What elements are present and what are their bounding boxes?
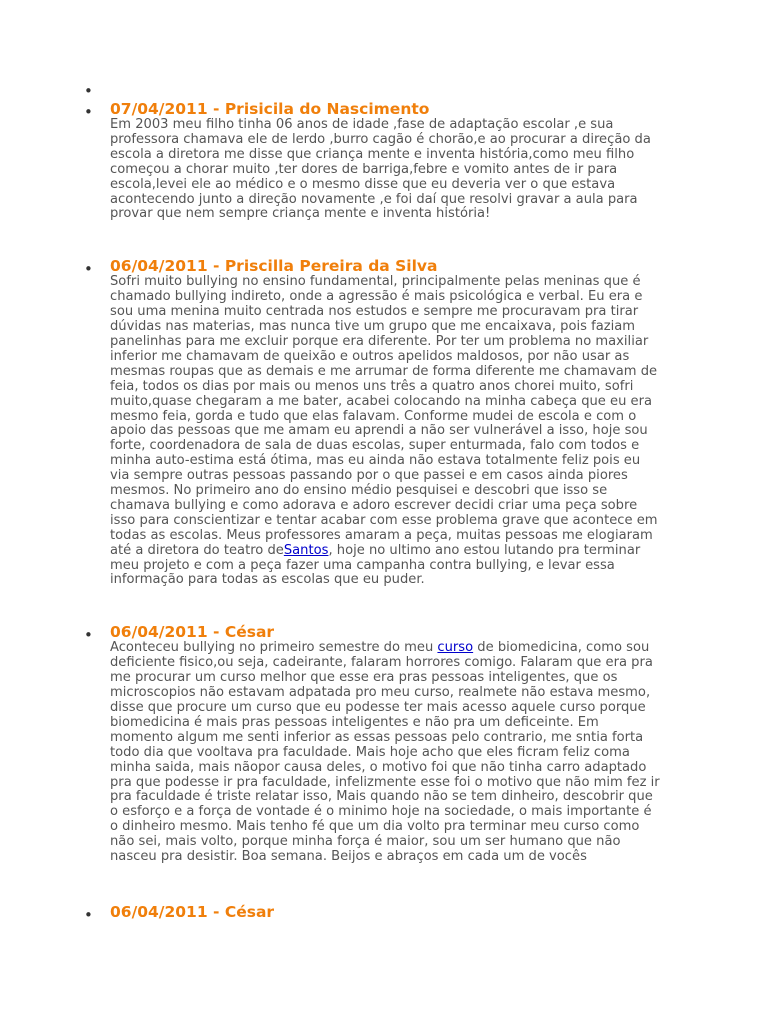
bullet-icon: • [84,905,93,924]
entry-body [110,275,660,588]
body-text: Sofri muito bullying no ensino fundamental, principalmente pelas meninas que é chamado bullying indireto, onde a agressão é mais psicológica e verbal. Eu era e sou uma menina muito centrada nos estudos e sempre me procuravam pra tirar dúvidas nas materias, mas nunca tive um grupo que me encaixava, pois faziam panelinhas para me excluir porque era diferente. Por ter um problema no maxiliar inferior me chamavam de queixão e outros apelidos maldosos, por não usar as mesmas roupas que as demais e me arrumar de forma diferente me chamavam de feia, todos os dias por mais ou menos uns três a quatro anos chorei muito, sofri muito,quase chegaram a me bater, acabei colocando na minha cabeça que eu era mesmo feia, gorda e tudo que elas falavam. Conforme mudei de escola e com o apoio das pessoas que me amam eu aprendi a não ser vulnerável a isso, hoje sou forte, coordenadora de sala de duas escolas, super enturmada, falo com todos e minha auto-estima está ótima, mas eu ainda não estava totalmente feliz pois eu via sempre outras pessoas passando por o que passei e em casos ainda piores mesmos. No primeiro ano do ensino médio pesquisei e descobri que isso se chamava bullying e como adorava e adoro escrever decidi criar uma peça sobre isso para conscientizar e tentar acabar com esse problema grave que acontece em todas as escolas. Meus professores amaram a peça, muitas pessoas me elogiaram até a diretora do teatro de [110,274,658,558]
bullet-icon: • [84,82,93,100]
entry-title: 06/04/2011 - César [110,902,275,921]
body-text: , hoje no ultimo ano estou lutando pra terminar meu projeto e com a peça fazer uma campanha contra bullying, e levar essa informação para todas as escolas que eu puder. [110,542,641,588]
body-text: de biomedicina, como sou deficiente fisico,ou seja, cadeirante, falaram horrores comigo. Falaram que era pra me procurar um curso melhor que esse era pras pessoas inteligentes, que os microscopios não estavam adpatada pro meu curso, realmete não estava mesmo, disse que procure um curso que eu podesse ter mais acesso aquele curso porque biomedicina é mais pras pessoas inteligentes e não pra um deficeinte. Em momento algum me senti inferior as essas pessoas pelo contrario, me sntia forta todo dia que vooltava pra faculdade. Mais hoje acho que eles ficram feliz coma minha saida, mais nãopor causa deles, o motivo foi que não tinha carro adaptado pra que podesse ir pra faculdade, infelizmente esse foi o motivo que não mim fez ir pra faculdade é triste relatar isso, Mais quando não se tem dinheiro, descobrir que o esforço e a força de vontade é o minimo hoje na sociedade, o mais importante é o dinheiro mesmo. Mais tenho fé que um dia volto pra terminar meu curso como não sei, mais volto, porque minha força é maior, sou um ser humano que não nasceu pra desistir. Boa semana. Beijos e abraços em cada um de vocês [110,640,660,865]
testimonial-entry [0,258,768,588]
bullet-icon: • [84,260,93,279]
bullet-icon: • [84,626,93,645]
entry-body [110,641,660,865]
spacer [0,222,768,257]
testimonial-list [0,80,768,924]
curso-link[interactable]: curso [437,640,474,656]
testimonial-entry [0,101,768,222]
bullet-icon: • [84,103,93,121]
spacer [0,588,768,623]
testimonial-entry [0,902,768,924]
entry-body: Em 2003 meu filho tinha 06 anos de idade ,fase de adaptação escolar ,e sua professora chamava ele de lerdo ,burro cagão é chorão,e ao procurar a direção da escola a diretora me disse que criança mente e inventa história,como meu filho começou a chorar muito ,ter dores de barriga,febre e vomito antes de ir para escola,levei ele ao médico e o mesmo disse que eu deveria ver o que estava acontecendo junto a direção novamente ,e foi daí que resolvi gravar a aula para provar que nem sempre criança mente e inventa história! [110,117,651,222]
empty-list-item [0,80,768,100]
spacer [0,865,768,903]
santos-link[interactable]: Santos [283,542,329,558]
entry-title: 06/04/2011 - Priscilla Pereira da Silva [110,257,438,276]
testimonial-entry [0,624,768,865]
body-text: Aconteceu bullying no primeiro semestre do meu [110,640,438,656]
entry-title: 07/04/2011 - Prisicila do Nascimento [110,100,430,118]
entry-title: 06/04/2011 - César [110,623,275,642]
